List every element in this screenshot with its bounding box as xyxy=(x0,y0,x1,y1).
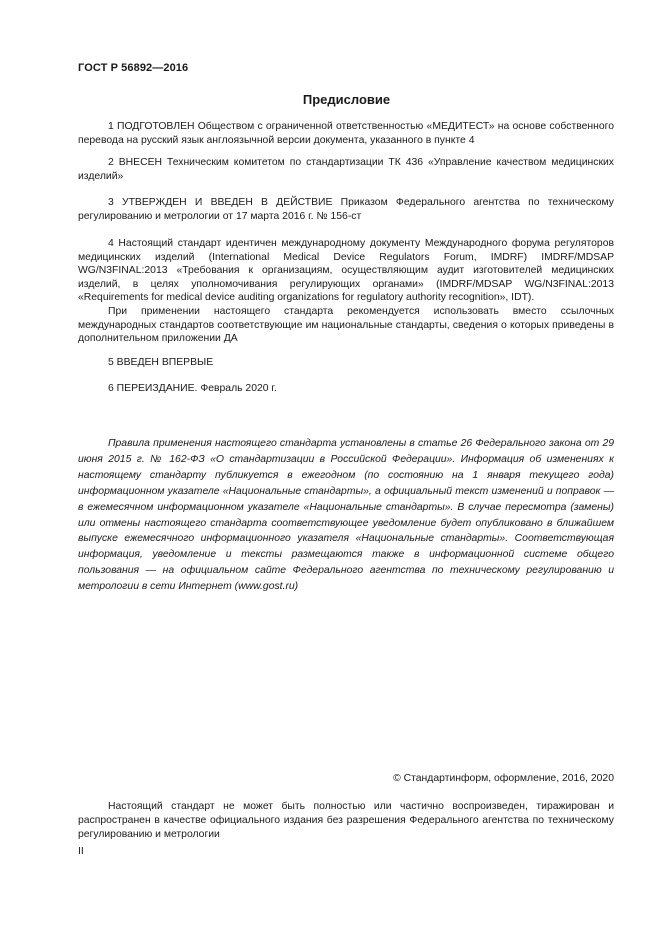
foreword-item-2: 2 ВНЕСЕН Техническим комитетом по стандартизации ТК 436 «Управление качеством медицинских изделий» xyxy=(78,157,614,182)
page-number: II xyxy=(78,846,84,857)
foreword-item-5: 5 ВВЕДЕН ВПЕРВЫЕ xyxy=(108,357,214,368)
foreword-item-6: 6 ПЕРЕИЗДАНИЕ. Февраль 2020 г. xyxy=(108,383,277,394)
standard-code: ГОСТ Р 56892—2016 xyxy=(78,62,189,74)
application-rules-notice: Правила применения настоящего стандарта установлены в статье 26 Федерального закона от 29 июня 2015 г. № 162-ФЗ «О стандартизации в Российской Федерации». Информация об изменениях к настоящему стандарту публикуется в ежегодном (по состоянию на 1 января текущего года) информационном указателе «Национальные стандарты», а официальный текст изменений и поправок — в ежемесячном информационном указателе «Национальные стандарты». В случае пересмотра (замены) или отмены настоящего стандарта соответствующее уведомление будет опубликовано в ближайшем выпуске ежемесячного информационного указателя «Национальные стандарты». Соответствующая информация, уведомление и тексты размещаются также в информационной системе общего пользования — на официальном сайте Федерального агентства по техническому регулированию и метрологии в сети Интернет (www.gost.ru) xyxy=(78,438,614,593)
copyright-line: © Стандартинформ, оформление, 2016, 2020 xyxy=(393,773,614,784)
foreword-item-4-note: При применении настоящего стандарта рекомендуется использовать вместо ссылочных международных стандартов соответствующие им национальные стандарты, сведения о которых приведены в дополнительном приложении ДА xyxy=(78,306,614,345)
reproduction-rights: Настоящий стандарт не может быть полностью или частично воспроизведен, тиражирован и распространен в качестве официального издания без разрешения Федерального агентства по техническому регулированию и метрологии xyxy=(78,801,614,840)
page-title: Предисловие xyxy=(302,92,391,107)
foreword-item-4: 4 Настоящий стандарт идентичен международному документу Международного форума регуляторов медицинских изделий (International Medical Device Regulators Forum, IMDRF) IMDRF/MDSAP WG/N3FINAL:2013 «Требования к организациям, осуществляющим аудит изготовителей медицинских изделий, в целях уполномочивания регулирующих органами» (IMDRF/MDSAP WG/N3FINAL:2013 «Requirements for medical device auditing organizations for regulatory authority recognition», IDT). xyxy=(78,238,614,304)
foreword-item-3: 3 УТВЕРЖДЕН И ВВЕДЕН В ДЕЙСТВИЕ Приказом Федерального агентства по техническому регулированию и метрологии от 17 марта 2016 г. № 156-ст xyxy=(78,197,614,222)
foreword-item-1: 1 ПОДГОТОВЛЕН Обществом с ограниченной ответственностью «МЕДИТЕСТ» на основе собственного перевода на русский язык англоязычной версии документа, указанного в пункте 4 xyxy=(78,121,614,146)
